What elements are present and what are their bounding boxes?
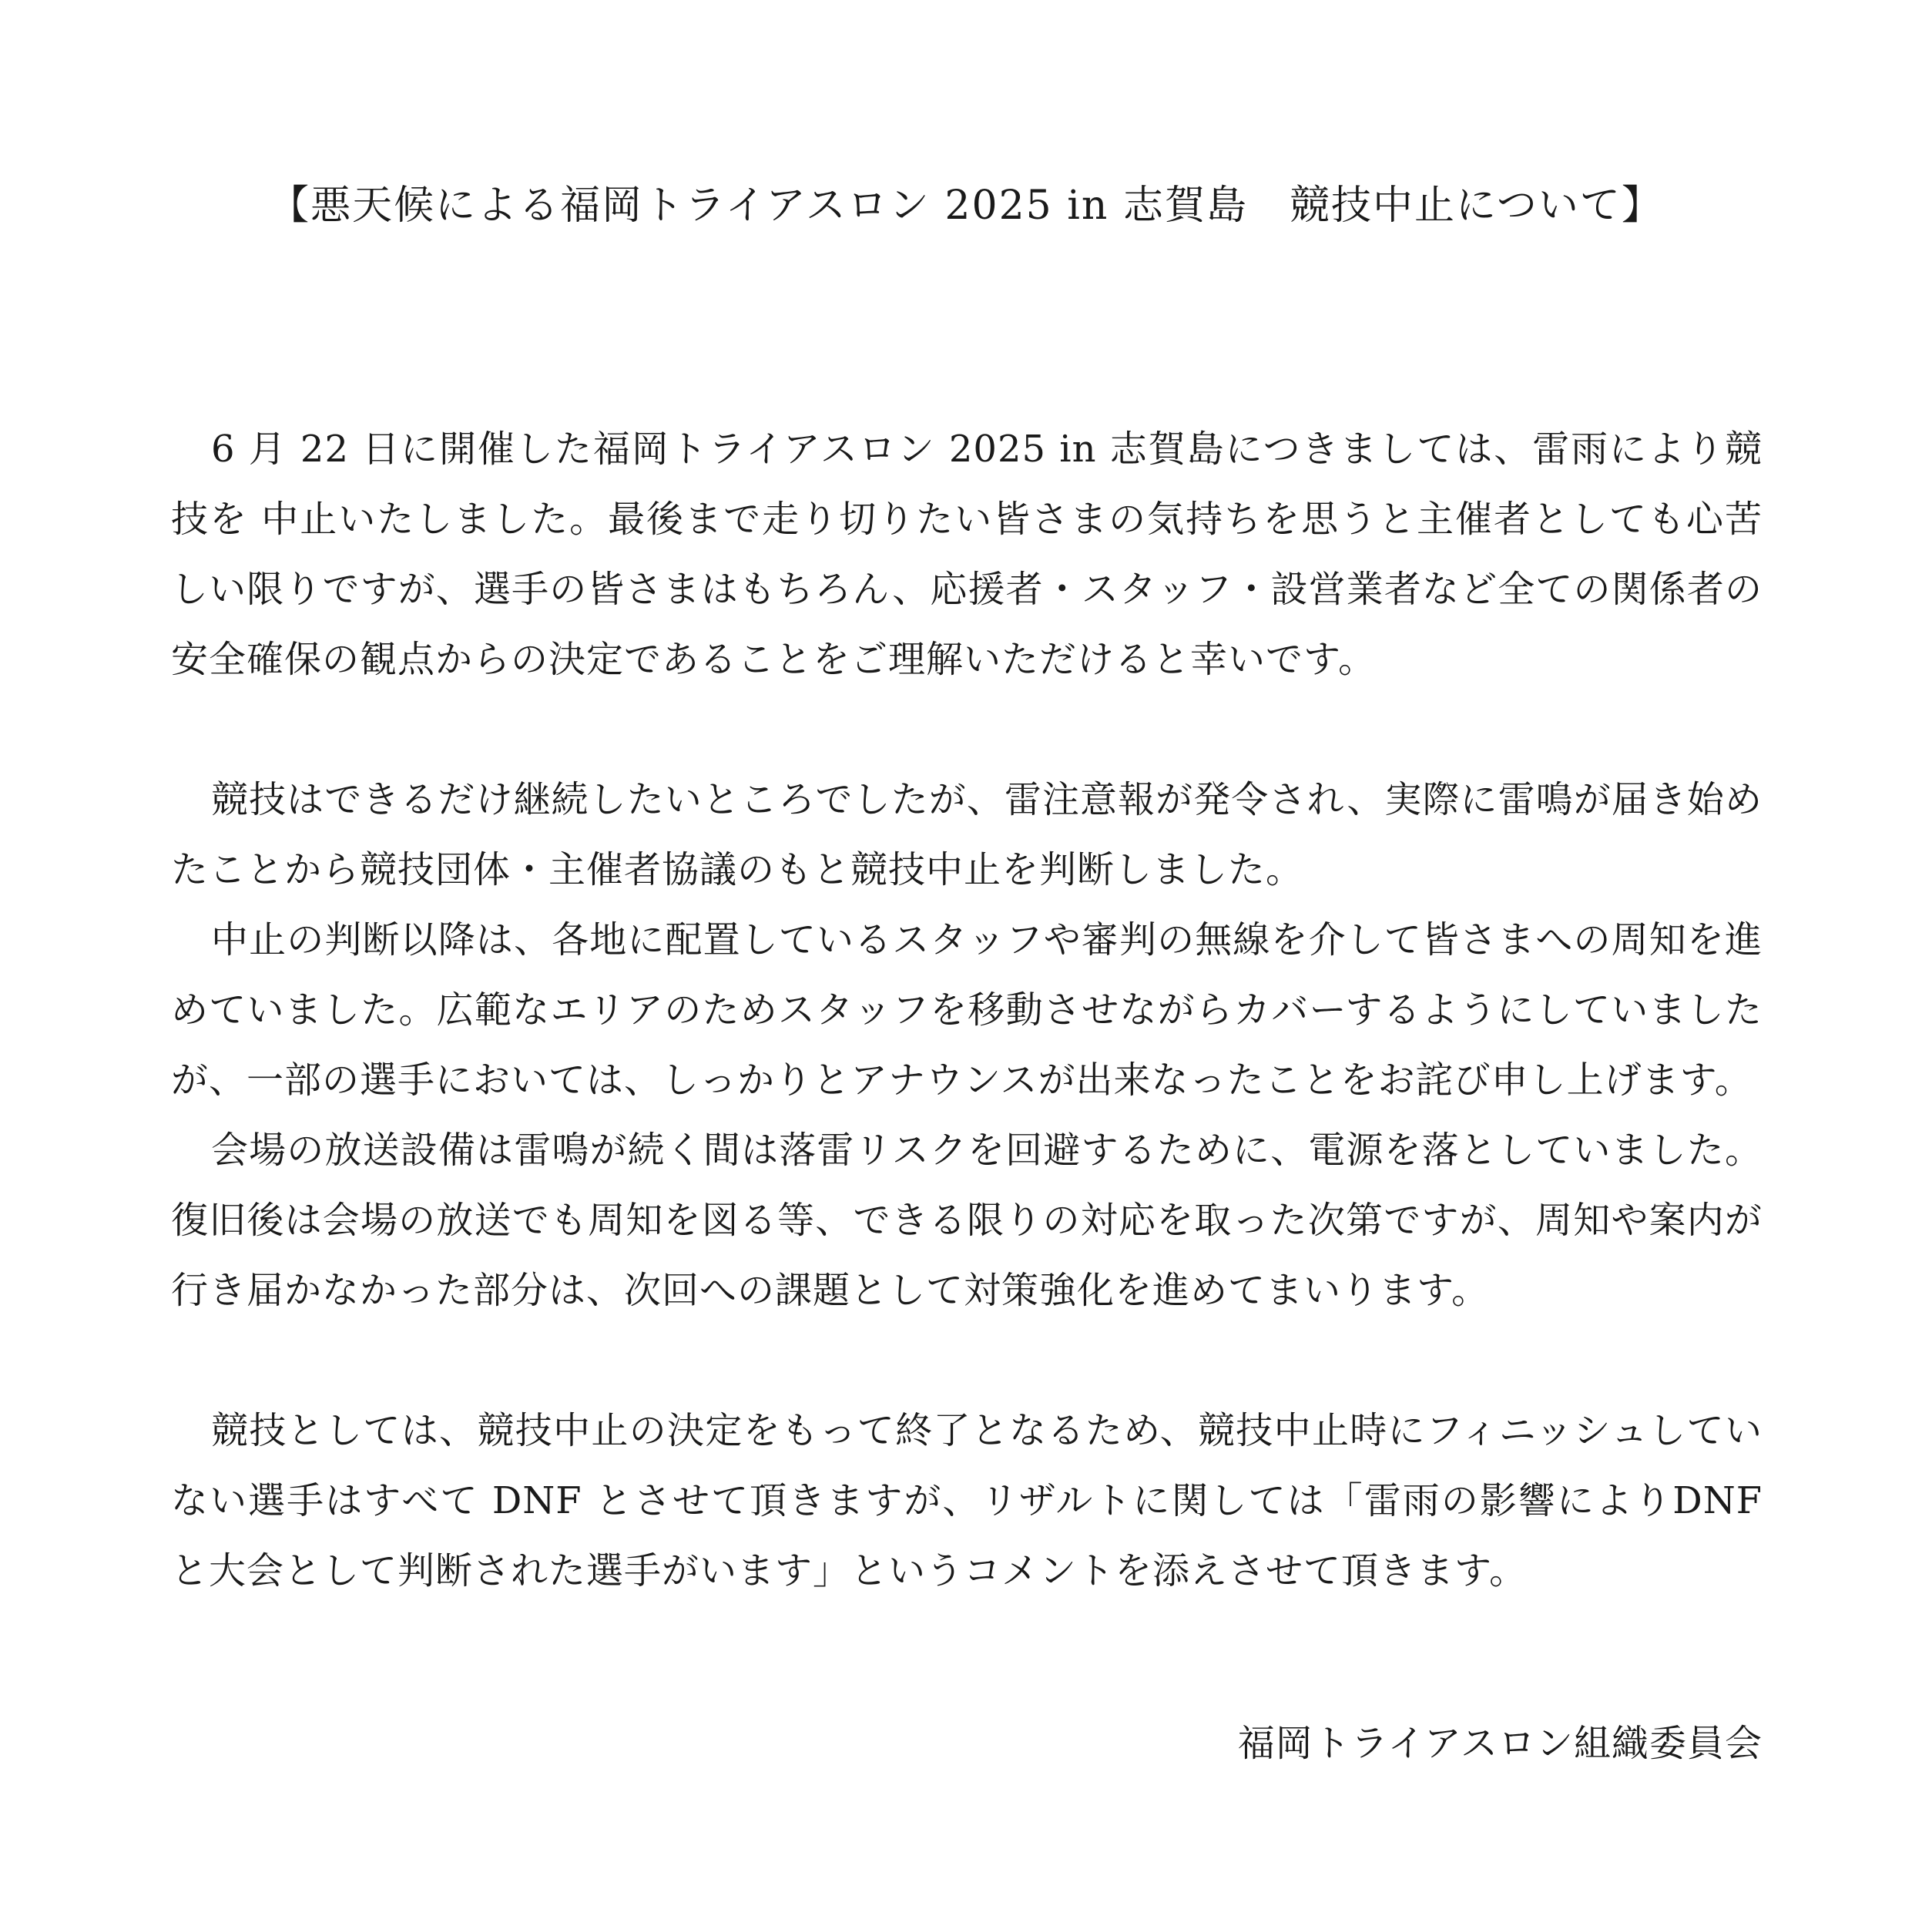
notice-title: 【悪天候による福岡トライアスロン 2025 in 志賀島 競技中止について】: [269, 183, 1663, 229]
paragraph-results: 競技としては、競技中止の決定をもって終了となるため、競技中止時にフィニッシュしていない選手はすべて DNF とさせて頂きますが、リザルトに関しては「雷雨の影響によりDNF と大会として判断された選手がいます」というコメントを添えさせて頂きます。: [171, 1409, 1763, 1592]
notice-body: [171, 414, 1763, 1606]
paragraph-spacer: [171, 1326, 1763, 1396]
paragraph-notification: 中止の判断以降は、各地に配置しているスタッフや審判の無線を介して皆さまへの周知を進めていました。広範なエリアのためスタッフを移動させながらカバーするようにしていましたが、一部の選手においては、しっかりとアナウンスが出来なったことをお詫び申し上げます。: [171, 918, 1763, 1102]
paragraph-spacer: [171, 695, 1763, 765]
paragraph-decision: 競技はできるだけ継続したいところでしたが、雷注意報が発令され、実際に雷鳴が届き始めたことから競技団体・主催者協議のもと競技中止を判断しました。: [171, 778, 1763, 891]
paragraph-broadcast: 会場の放送設備は雷鳴が続く間は落雷リスクを回避するために、電源を落としていました。復旧後は会場の放送でも周知を図る等、できる限りの対応を取った次第ですが、周知や案内が行き届かなかった部分は、次回への課題として対策強化を進めてまいります。: [171, 1129, 1763, 1312]
organizer-signature: 福岡トライアスロン組織委員会: [1237, 1722, 1763, 1765]
paragraph-cancellation: 6 月 22 日に開催した福岡トライアスロン 2025 in 志賀島につきましては、雷雨により競技を 中止いたしました。最後まで走り切りたい皆さまの気持ちを思うと主催者としても心苦しい限りですが、選手の皆さまはもちろん、応援者・スタッフ・設営業者など全ての関係者の安全確保の観点からの決定であることをご理解いただけると幸いです。: [171, 428, 1763, 681]
